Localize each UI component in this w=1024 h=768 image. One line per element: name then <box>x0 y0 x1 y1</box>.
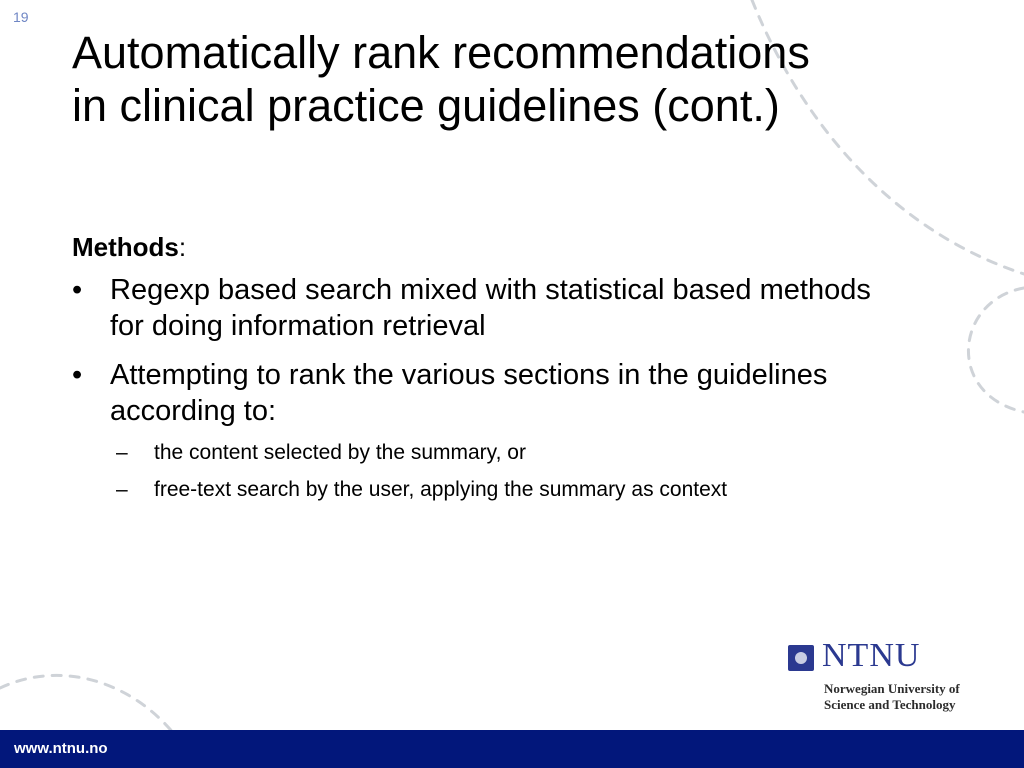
subbullet-item <box>116 476 892 504</box>
bullet-item <box>72 357 892 504</box>
bullet-item <box>72 272 892 344</box>
ntnu-logo-icon <box>788 645 814 671</box>
subbullet-list <box>116 439 892 504</box>
deco-curve-bottom-left <box>0 675 175 735</box>
slide-body <box>72 230 892 517</box>
subbullet-marker: – <box>116 478 128 501</box>
deco-curve-right-arc <box>968 288 1024 412</box>
subbullet-text: the content selected by the summary, or <box>154 441 526 464</box>
footer-url: www.ntnu.no <box>14 740 108 757</box>
ntnu-logo <box>788 637 1008 720</box>
ntnu-logo-subtitle <box>824 681 1014 713</box>
section-heading-colon: : <box>178 232 187 262</box>
bullet-text: Regexp based search mixed with statistical based methods for doing information retrieval <box>110 274 871 342</box>
subbullet-text: free-text search by the user, applying the summary as context <box>154 478 728 501</box>
subbullet-marker: – <box>116 441 128 464</box>
ntnu-logo-name: NTNU <box>822 637 921 674</box>
ntnu-logo-subtitle-line1: Norwegian University of <box>824 681 960 696</box>
footer-bar <box>0 730 1024 768</box>
bullet-marker: • <box>72 274 83 306</box>
bullet-marker: • <box>72 359 83 391</box>
section-heading <box>72 230 892 264</box>
ntnu-logo-subtitle-line2: Science and Technology <box>824 697 956 712</box>
bullet-text: Attempting to rank the various sections in the guidelines according to: <box>110 359 828 427</box>
slide-title: Automatically rank recommendations in clinical practice guidelines (cont.) <box>72 27 810 131</box>
section-heading-label: Methods <box>72 232 179 262</box>
slide-number: 19 <box>13 9 29 25</box>
bullet-list <box>72 272 892 504</box>
subbullet-item <box>116 439 892 467</box>
